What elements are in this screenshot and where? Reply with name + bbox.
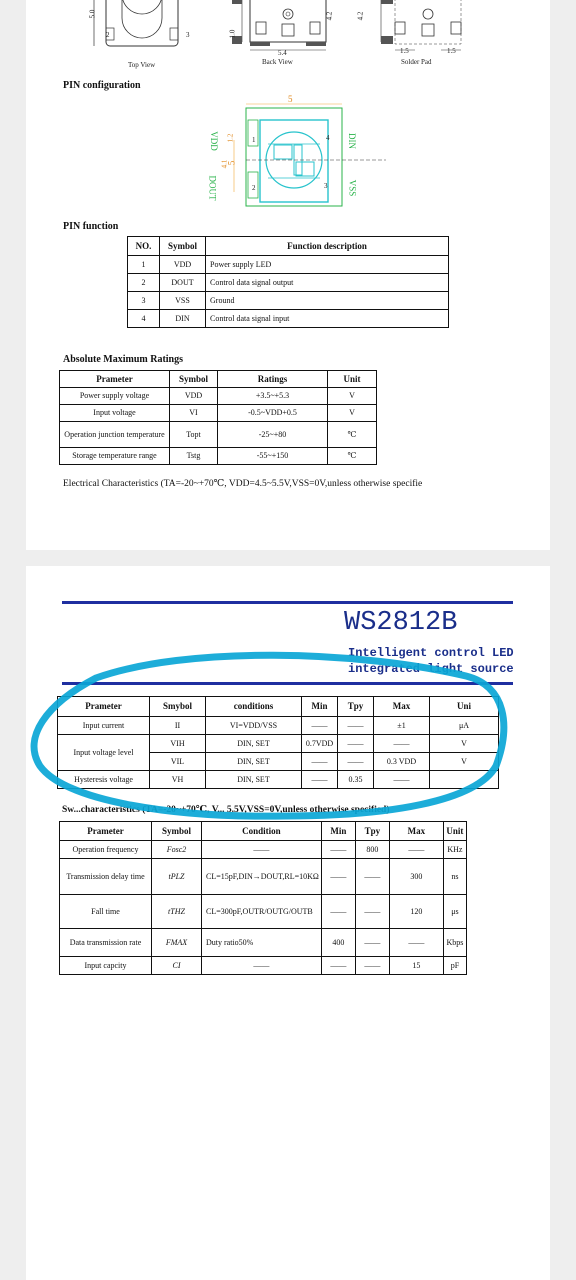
col-no: NO. — [128, 237, 160, 256]
cell: Topt — [170, 422, 218, 448]
cell: pF — [443, 957, 466, 975]
col-ratings: Ratings — [218, 371, 328, 388]
cell: CL=15pF,DIN→DOUT,RL=10KΩ — [202, 859, 322, 895]
col-conditions: conditions — [206, 697, 302, 717]
cell: VI=VDD/VSS — [206, 717, 302, 735]
cell: 0.3 VDD — [374, 753, 430, 771]
package-top-view-drawing — [86, 0, 196, 56]
col-min: Min — [321, 822, 355, 841]
dim-top-left: 5.0 — [88, 9, 97, 19]
cell: Fall time — [60, 895, 152, 929]
col-parameter: Prameter — [60, 822, 152, 841]
cell: CL=300pF,OUTR/OUTG/OUTB — [202, 895, 322, 929]
cell: —— — [355, 929, 389, 957]
cell: Tstg — [170, 448, 218, 465]
cell: DIN — [160, 310, 206, 328]
cell: —— — [321, 841, 355, 859]
cell: Power supply voltage — [60, 388, 170, 405]
col-max: Max — [374, 697, 430, 717]
cell: Operation junction temperature — [60, 422, 170, 448]
col-min: Min — [302, 697, 338, 717]
col-symbol: Symbol — [152, 822, 202, 841]
cell: —— — [321, 895, 355, 929]
table-row — [128, 256, 449, 274]
cell: —— — [202, 957, 322, 975]
cell: ±1 — [374, 717, 430, 735]
cell: tTHZ — [152, 895, 202, 929]
cell: Power supply LED — [206, 256, 449, 274]
pin-function-table — [127, 236, 449, 328]
cell: VI — [170, 405, 218, 422]
cell: V — [328, 388, 377, 405]
cell: KHz — [443, 841, 466, 859]
cell: V — [430, 753, 499, 771]
cell: 1 — [128, 256, 160, 274]
switching-characteristics-line: Sw...characteristics (TA=-20~+70℃, V... 5.5V,VSS=0V,unless otherwise specified) — [62, 805, 390, 815]
cell: +3.5~+5.3 — [218, 388, 328, 405]
cell: 3 — [128, 292, 160, 310]
document-subtitle-1: Intelligent control LED — [348, 646, 514, 660]
cell: II — [150, 717, 206, 735]
cell: ns — [443, 859, 466, 895]
abs-max-heading: Absolute Maximum Ratings — [63, 354, 184, 365]
cell: VIH — [150, 735, 206, 753]
table-row — [60, 388, 377, 405]
col-typ: Tpy — [355, 822, 389, 841]
cell: Data transmission rate — [60, 929, 152, 957]
cell: VH — [150, 771, 206, 789]
cell: 15 — [389, 957, 443, 975]
dim-back-side: 1.0 — [228, 29, 237, 39]
dim-top-pin-a: 2 — [106, 31, 110, 39]
cell: —— — [302, 753, 338, 771]
table-row — [60, 895, 467, 929]
cell: 0.35 — [338, 771, 374, 789]
cell: -55~+150 — [218, 448, 328, 465]
dim-back-height: 4.2 — [325, 11, 334, 21]
abs-max-table — [59, 370, 377, 465]
cell: DOUT — [160, 274, 206, 292]
label-dout: DOUT — [207, 175, 218, 201]
cell: Control data signal input — [206, 310, 449, 328]
cell: —— — [355, 957, 389, 975]
cell: V — [328, 405, 377, 422]
table-row — [60, 448, 377, 465]
cell: —— — [389, 929, 443, 957]
dim-back-width: 5.4 — [278, 49, 287, 57]
cell: 120 — [389, 895, 443, 929]
cell: VSS — [160, 292, 206, 310]
label-vdd: VDD — [208, 131, 219, 151]
document-subtitle-2: integrated light source — [348, 662, 514, 676]
cell: 300 — [389, 859, 443, 895]
table-row — [60, 957, 467, 975]
dim-config-small-b: 4.1 — [220, 159, 229, 169]
switching-characteristics-table — [59, 821, 467, 975]
pin-configuration-drawing — [216, 100, 386, 212]
table-row — [60, 841, 467, 859]
cell: Ground — [206, 292, 449, 310]
cell: —— — [374, 735, 430, 753]
pin4-number: 4 — [326, 134, 330, 142]
cell: Input voltage — [60, 405, 170, 422]
cell: Duty ratio50% — [202, 929, 322, 957]
cell: 2 — [128, 274, 160, 292]
top-view-caption: Top View — [128, 61, 156, 69]
cell: 0.7VDD — [302, 735, 338, 753]
cell: —— — [338, 753, 374, 771]
col-unit: Uni — [430, 697, 499, 717]
cell: Input current — [58, 717, 150, 735]
back-view-caption: Back View — [262, 58, 293, 66]
cell: DIN, SET — [206, 771, 302, 789]
col-typ: Tpy — [338, 697, 374, 717]
table-row — [60, 859, 467, 895]
dim-pad-b: 1.5 — [447, 47, 456, 55]
solder-pad-drawing — [371, 0, 471, 56]
cell: —— — [302, 771, 338, 789]
table-row — [128, 292, 449, 310]
cell: CI — [152, 957, 202, 975]
cell: DIN, SET — [206, 735, 302, 753]
pin-function-heading: PIN function — [63, 221, 119, 232]
cell: Fosc2 — [152, 841, 202, 859]
cell: —— — [389, 841, 443, 859]
dim-top-pin-b: 3 — [186, 31, 190, 39]
cell: —— — [338, 735, 374, 753]
cell: μA — [430, 717, 499, 735]
datasheet-page-1 — [26, 0, 550, 550]
col-symbol: Smybol — [150, 697, 206, 717]
cell: VDD — [170, 388, 218, 405]
pin-configuration-heading: PIN configuration — [63, 80, 141, 91]
cell: 4 — [128, 310, 160, 328]
table-row — [60, 405, 377, 422]
cell: V — [430, 735, 499, 753]
cell: —— — [321, 859, 355, 895]
cell: -0.5~VDD+0.5 — [218, 405, 328, 422]
cell: VIL — [150, 753, 206, 771]
cell: —— — [338, 717, 374, 735]
label-din: DIN — [347, 133, 357, 149]
pin3-number: 3 — [324, 182, 328, 190]
col-symbol: Symbol — [170, 371, 218, 388]
dim-pad-a: 1.5 — [400, 47, 409, 55]
dim-config-top: 5 — [288, 94, 293, 104]
col-unit: Unit — [443, 822, 466, 841]
cell: Control data signal output — [206, 274, 449, 292]
cell: ℃ — [328, 448, 377, 465]
cell: Transmission delay time — [60, 859, 152, 895]
table-row — [128, 274, 449, 292]
cell: —— — [374, 771, 430, 789]
col-parameter: Prameter — [60, 371, 170, 388]
col-max: Max — [389, 822, 443, 841]
cell: —— — [302, 717, 338, 735]
cell: —— — [355, 895, 389, 929]
cell: Storage temperature range — [60, 448, 170, 465]
table-row — [60, 422, 377, 448]
cell: —— — [202, 841, 322, 859]
cell: DIN, SET — [206, 753, 302, 771]
pin1-number: 1 — [252, 136, 256, 144]
cell: Input voltage level — [58, 735, 150, 771]
col-condition: Condition — [202, 822, 322, 841]
datasheet-page-2 — [26, 566, 550, 1280]
dim-config-left: 5 — [226, 160, 237, 166]
cell: ℃ — [328, 422, 377, 448]
col-symbol: Symbol — [160, 237, 206, 256]
table-row — [128, 310, 449, 328]
cell: —— — [355, 859, 389, 895]
dim-config-small-a: 1.2 — [226, 133, 235, 143]
cell: 400 — [321, 929, 355, 957]
table-row — [60, 929, 467, 957]
cell: 800 — [355, 841, 389, 859]
cell: Input capcity — [60, 957, 152, 975]
col-parameter: Prameter — [58, 697, 150, 717]
dim-pad-height: 4.2 — [356, 11, 365, 21]
solder-pad-caption: Solder Pad — [401, 58, 432, 66]
cell: -25~+80 — [218, 422, 328, 448]
col-unit: Unit — [328, 371, 377, 388]
document-title: WS2812B — [344, 608, 458, 638]
cell: Hysteresis voltage — [58, 771, 150, 789]
cell: Kbps — [443, 929, 466, 957]
electrical-characteristics-line: Electrical Characteristics (TA=-20~+70℃, VDD=4.5~5.5V,VSS=0V,unless otherwise specifie — [63, 479, 423, 489]
pin2-number: 2 — [252, 184, 256, 192]
cell: tPLZ — [152, 859, 202, 895]
cell: FMAX — [152, 929, 202, 957]
cell: μs — [443, 895, 466, 929]
cell: —— — [321, 957, 355, 975]
label-vss: VSS — [347, 179, 358, 197]
cell: Operation frequency — [60, 841, 152, 859]
col-function: Function description — [206, 237, 449, 256]
package-back-view-drawing — [234, 0, 344, 56]
cell: VDD — [160, 256, 206, 274]
